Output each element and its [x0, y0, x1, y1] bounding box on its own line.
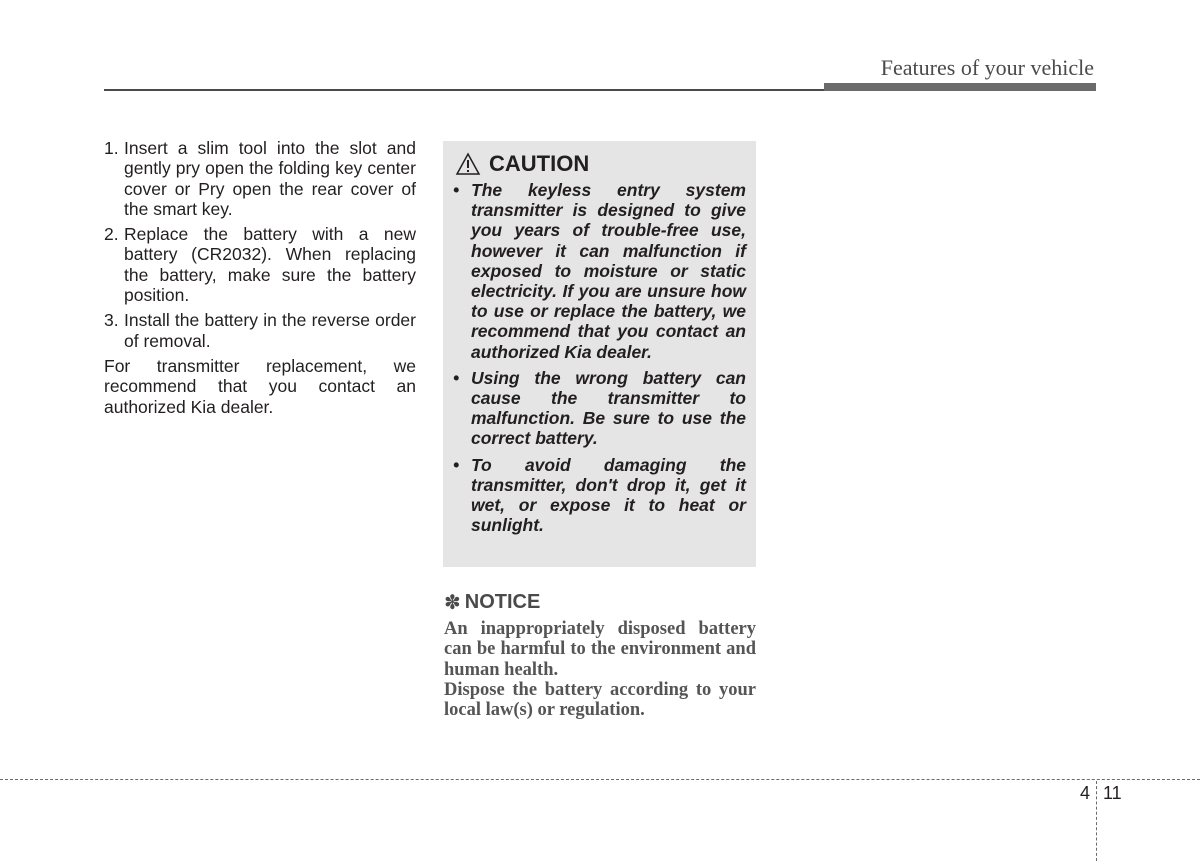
notice-header — [444, 590, 756, 615]
warning-triangle-icon — [455, 152, 481, 176]
step-number: 3. — [104, 310, 119, 331]
notice-title: NOTICE — [464, 591, 541, 613]
page-number: 11 — [1103, 783, 1122, 803]
list-item — [453, 180, 746, 362]
caution-box — [443, 141, 756, 567]
list-item — [104, 224, 416, 305]
list-item — [104, 310, 416, 351]
notice-star-icon: ✽ — [444, 592, 461, 614]
notice-text: Dispose the battery according to your local law(s) or regulation. — [444, 679, 756, 721]
step-text: Insert a slim tool into the slot and gently pry open the folding key center cover or Pry open the rear cover of the smart key. — [124, 138, 416, 219]
replacement-note: For transmitter replacement, we recommend that you contact an authorized Kia dealer. — [104, 355, 416, 417]
step-number: 2. — [104, 224, 119, 245]
caution-header — [455, 151, 746, 177]
header-rule — [104, 89, 824, 91]
bullet: • — [453, 180, 460, 200]
caution-title: CAUTION — [489, 151, 590, 176]
step-text: Install the battery in the reverse order of removal. — [124, 310, 416, 351]
chapter-number: 4 — [1080, 783, 1091, 803]
caution-text: Using the wrong battery can cause the transmitter to malfunction. Be sure to use the correct battery. — [471, 367, 746, 449]
bullet: • — [453, 367, 460, 388]
footer-divider — [1096, 781, 1097, 861]
caution-text: The keyless entry system transmitter is designed to give you years of trouble-free use, however it can malfunction if exposed to moisture or static electricity. If you are unsure how to use or replace the battery, we recommend that you contact an authorized Kia dealer. — [471, 180, 746, 362]
list-item — [453, 368, 746, 449]
left-column — [104, 138, 416, 417]
footer-rule — [0, 779, 1200, 780]
list-item — [104, 138, 416, 219]
notice-section — [444, 590, 756, 720]
caution-text: To avoid damaging the transmitter, don't drop it, get it wet, or expose it to heat or sunlight. — [471, 454, 746, 536]
page-header-title: Features of your vehicle — [880, 55, 1094, 80]
list-item — [453, 455, 746, 536]
step-text: Replace the battery with a new battery (CR2032). When replacing the battery, make sure the battery position. — [124, 224, 416, 306]
notice-text: An inappropriately disposed battery can be harmful to the environment and human health. — [444, 619, 756, 680]
bullet: • — [453, 454, 460, 475]
header-rule-accent — [824, 83, 1096, 91]
step-number: 1. — [104, 138, 119, 158]
